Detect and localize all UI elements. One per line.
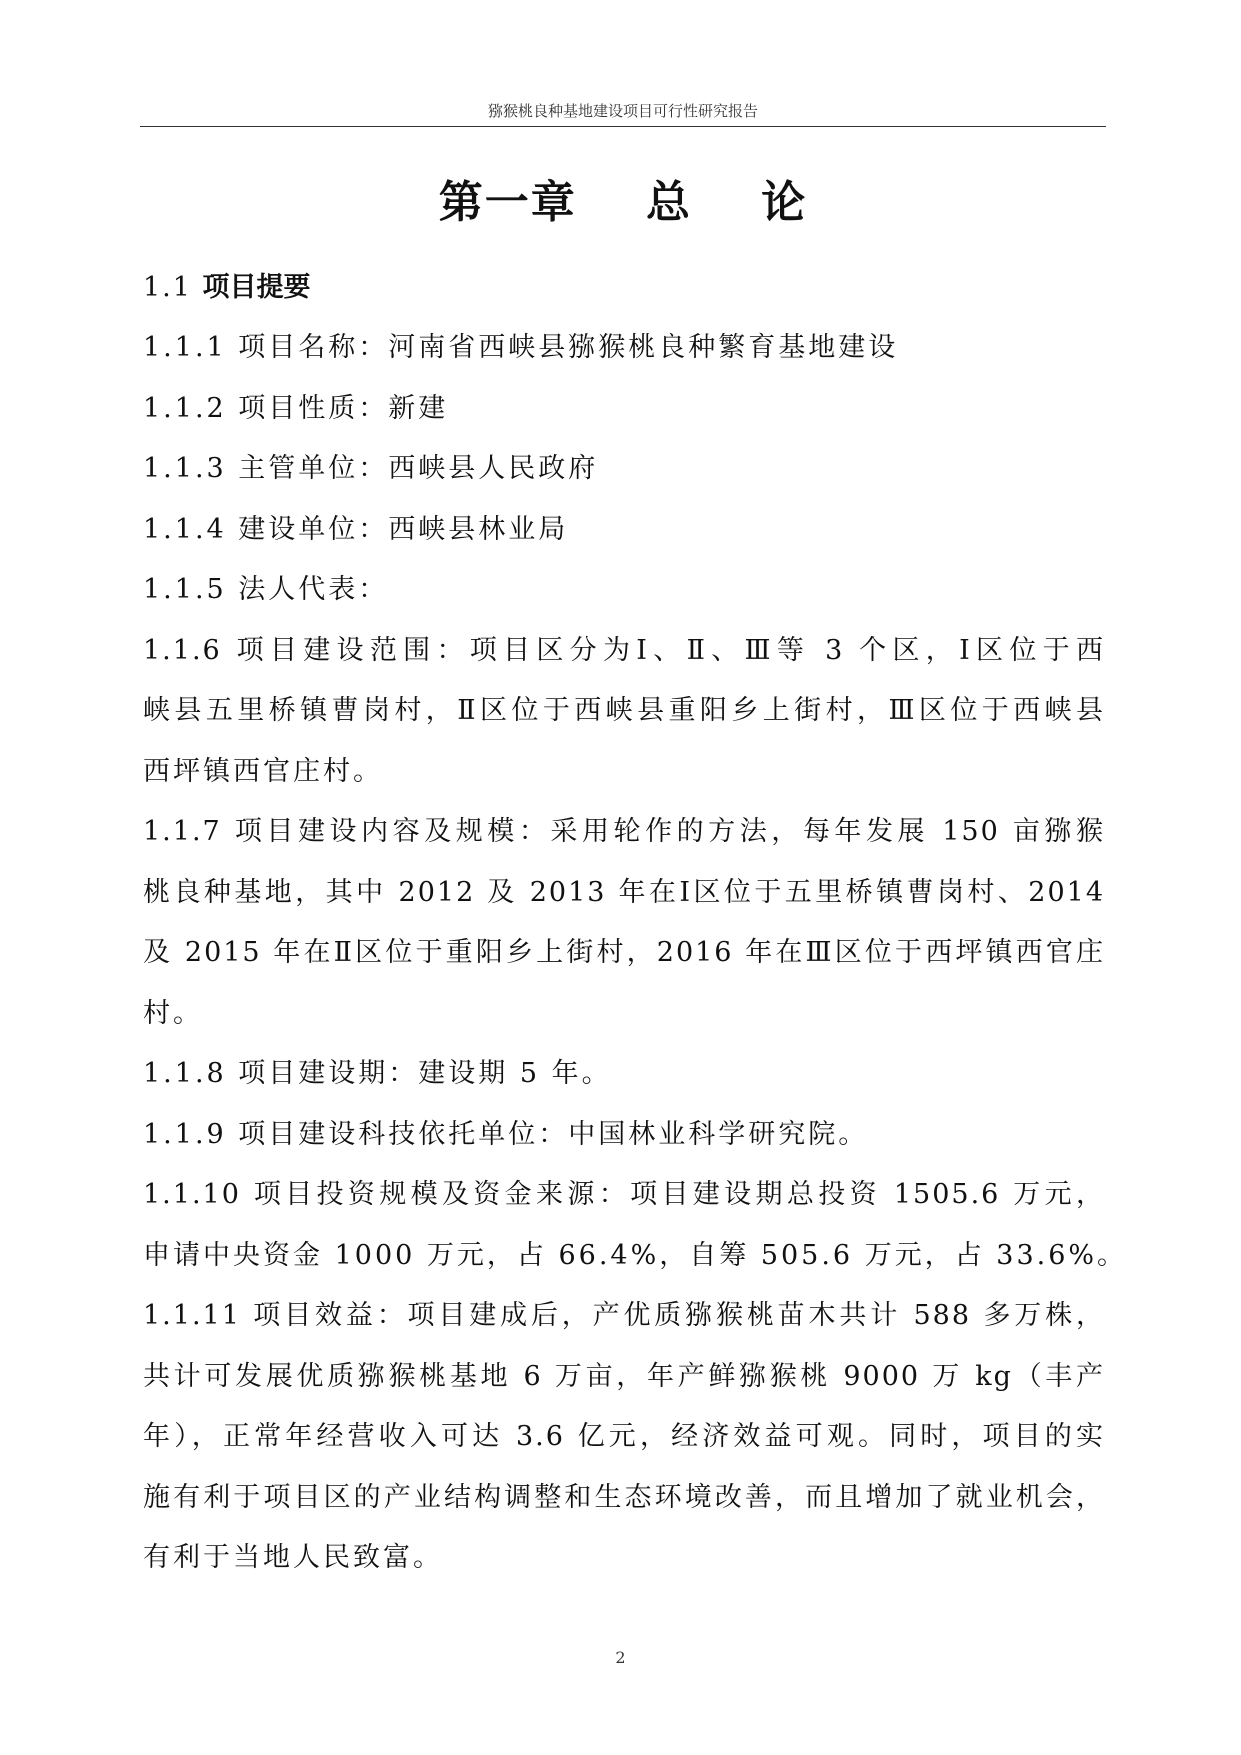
section-label: 项目提要	[202, 272, 311, 303]
item-benefit-line: 施有利于项目区的产业结构调整和生态环境改善，而且增加了就业机会，	[143, 1481, 1105, 1513]
item-legal-representative: 1.1.5 法人代表：	[143, 574, 389, 605]
section-number: 1.1	[143, 272, 203, 303]
item-benefit-line: 1.1.11 项目效益：项目建成后，产优质猕猴桃苗木共计 588 多万株，	[143, 1300, 1105, 1331]
running-header: 猕猴桃良种基地建设项目可行性研究报告	[487, 102, 758, 120]
page-number: 2	[615, 1648, 626, 1667]
item-scope-line: 西坪镇西官庄村。	[143, 755, 383, 787]
chapter-title: 第一章 总 论	[438, 177, 808, 228]
item-scope-line: 峡县五里桥镇曹岗村，Ⅱ区位于西峡县重阳乡上街村，Ⅲ区位于西峡县	[143, 695, 1105, 726]
item-construction-unit: 1.1.4 建设单位：西峡县林业局	[143, 513, 569, 545]
item-benefit-line: 有利于当地人民致富。	[143, 1542, 443, 1573]
item-supervising-unit: 1.1.3 主管单位：西峡县人民政府	[143, 453, 599, 484]
item-investment-line: 1.1.10 项目投资规模及资金来源：项目建设期总投资 1505.6 万元，	[143, 1179, 1105, 1210]
item-content-line: 桃良种基地，其中 2012 及 2013 年在Ⅰ区位于五里桥镇曹岗村、2014	[143, 876, 1105, 908]
item-investment-line: 申请中央资金 1000 万元，占 66.4%，自筹 505.6 万元，占 33.6%。	[143, 1239, 1128, 1271]
item-construction-period: 1.1.8 项目建设期：建设期 5 年。	[143, 1058, 612, 1089]
item-content-line: 及 2015 年在Ⅱ区位于重阳乡上街村，2016 年在Ⅲ区位于西坪镇西官庄	[143, 937, 1105, 968]
header-divider	[140, 126, 1106, 127]
item-project-nature: 1.1.2 项目性质：新建	[143, 392, 449, 424]
item-content-line: 村。	[143, 997, 203, 1029]
item-scope-line: 1.1.6 项目建设范围：项目区分为Ⅰ、Ⅱ、Ⅲ等 3 个区，Ⅰ区位于西	[143, 634, 1105, 666]
item-content-line: 1.1.7 项目建设内容及规模：采用轮作的方法，每年发展 150 亩猕猴	[143, 816, 1105, 847]
item-benefit-line: 共计可发展优质猕猴桃基地 6 万亩，年产鲜猕猴桃 9000 万 kg（丰产	[143, 1360, 1105, 1392]
item-benefit-line: 年），正常年经营收入可达 3.6 亿元，经济效益可观。同时，项目的实	[143, 1421, 1105, 1452]
item-project-name: 1.1.1 项目名称：河南省西峡县猕猴桃良种繁育基地建设	[143, 332, 899, 363]
document-body	[143, 258, 1128, 1589]
item-tech-support-unit: 1.1.9 项目建设科技依托单位：中国林业科学研究院。	[143, 1118, 869, 1150]
section-heading	[143, 258, 1105, 318]
